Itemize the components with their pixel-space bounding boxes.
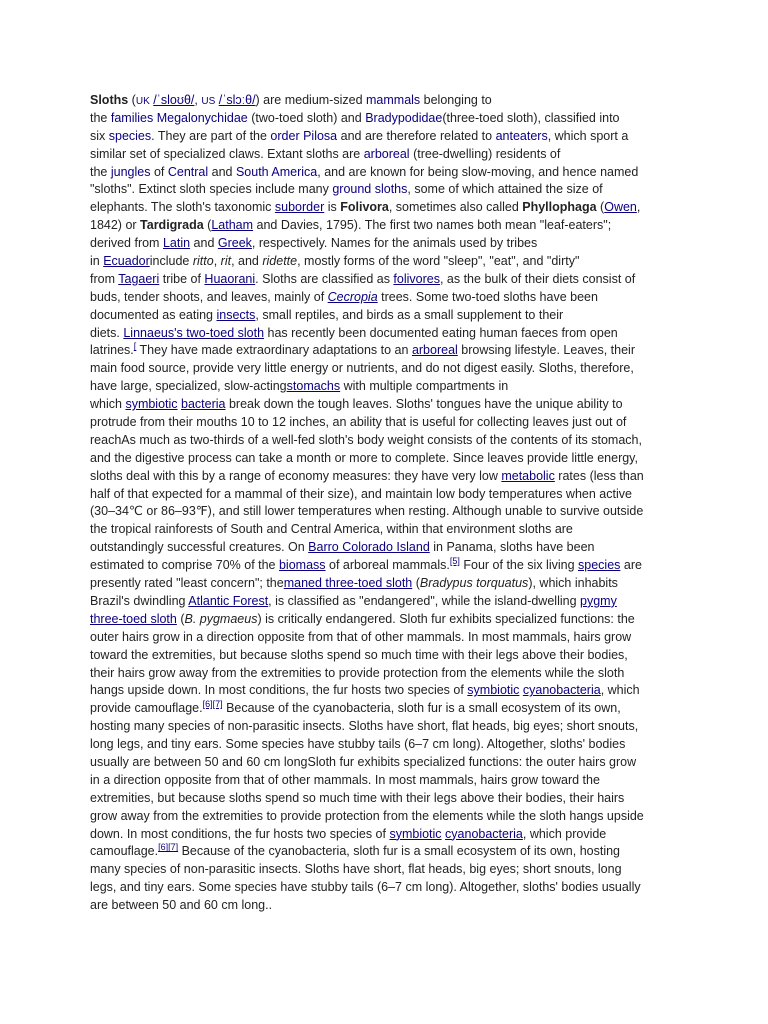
- pronunciation-label[interactable]: US: [201, 96, 216, 107]
- text-run: have large, specialized, slow-acting: [90, 379, 287, 394]
- text-run: long legs, and tiny ears. Some species have stubby tails (6–7 cm long). Altogether, sloths' bodies: [90, 737, 626, 752]
- text-line: [90, 468, 678, 486]
- text-run: in Panama, sloths have been: [429, 540, 595, 555]
- text-line: [90, 342, 678, 360]
- text-run: , and: [231, 254, 263, 269]
- link[interactable]: Owen: [604, 200, 637, 215]
- text-run: . Sloths are classified as: [255, 271, 394, 286]
- text-line: [90, 647, 678, 665]
- text-line: [90, 843, 678, 861]
- italic-term: ritto: [192, 254, 214, 269]
- link[interactable]: metabolic: [501, 468, 555, 483]
- text-run: extremities, but because sloths spend so much time with their legs above their bodies, their hairs: [90, 790, 625, 805]
- text-run: their hairs grow away from the extremities to provide protection from the elements while the sloth: [90, 665, 625, 680]
- text-run: ) is critically endangered. Sloth fur exhibits specialized functions: the: [257, 611, 635, 626]
- text-run: estimated to comprise 70% of the: [90, 558, 279, 573]
- text-run: trees. Some two-toed sloths have been: [377, 289, 598, 304]
- text-line: [90, 307, 678, 325]
- text-line: [90, 164, 678, 182]
- bold-term: Folivora: [340, 200, 389, 215]
- text-line: [90, 897, 678, 915]
- link[interactable]: Tagaeri: [118, 271, 160, 286]
- link[interactable]: Megalonychidae: [156, 110, 248, 125]
- text-line: [90, 521, 678, 539]
- text-run: , which provide: [522, 826, 607, 841]
- text-run: and: [208, 164, 236, 179]
- link[interactable]: folivores: [393, 271, 440, 286]
- text-run: latrines.: [90, 343, 134, 358]
- text-line: [90, 486, 678, 504]
- text-run: , which: [600, 683, 640, 698]
- link[interactable]: symbiotic: [125, 397, 178, 412]
- text-run: They have made extraordinary adaptations to an: [136, 343, 412, 358]
- text-run: browsing lifestyle. Leaves, their: [457, 343, 635, 358]
- text-run: six: [90, 128, 109, 143]
- text-run: (30–34℃ or 86–93℉), and still lower temperatures when resting. Although unable to survive outside: [90, 504, 644, 519]
- text-line: [90, 199, 678, 217]
- text-run: (: [412, 576, 420, 591]
- citation-ref[interactable]: [6][7]: [158, 843, 179, 853]
- link[interactable]: jungles: [110, 164, 151, 179]
- italic-term: rit: [220, 254, 232, 269]
- text-run: (: [176, 611, 185, 626]
- text-line: [90, 754, 678, 772]
- text-run: , small reptiles, and birds as a small supplement to their: [255, 307, 564, 322]
- text-line: [90, 503, 678, 521]
- text-run: , some of which attained the size of: [407, 182, 603, 197]
- text-run: usually are between 50 and 60 cm longSloth fur exhibits specialized functions: the outer hairs grow: [90, 754, 637, 769]
- text-run: buds, tender shoots, and leaves, mainly of: [90, 289, 328, 304]
- text-line: [90, 378, 678, 396]
- text-run: ), which inhabits: [528, 576, 618, 591]
- link[interactable]: species: [108, 128, 152, 143]
- link[interactable]: ground sloths: [332, 182, 408, 197]
- text-run: and are therefore related to: [337, 128, 496, 143]
- text-line: [90, 128, 678, 146]
- text-line: [90, 432, 678, 450]
- text-line: [90, 557, 678, 575]
- link[interactable]: Greek: [217, 236, 252, 251]
- citation-ref[interactable]: [6][7]: [202, 700, 223, 710]
- text-line: [90, 181, 678, 199]
- text-run: derived from: [90, 236, 163, 251]
- link[interactable]: suborder: [274, 200, 325, 215]
- pronunciation-label[interactable]: UK: [135, 96, 150, 107]
- text-run: hosting many species of non-parasitic insects. Sloths have short, flat heads, big eyes; short snouts,: [90, 719, 639, 734]
- text-run: (: [203, 218, 212, 233]
- text-line: [90, 360, 678, 378]
- link[interactable]: arboreal: [411, 343, 458, 358]
- link[interactable]: Latham: [211, 218, 254, 233]
- text-line: [90, 539, 678, 557]
- text-line: [90, 790, 678, 808]
- text-line: [90, 665, 678, 683]
- link[interactable]: /ˈsloʊθ/: [153, 93, 195, 107]
- text-run: the: [90, 164, 111, 179]
- text-run: down. In most conditions, the fur hosts two species of: [90, 826, 390, 841]
- text-line: [90, 808, 678, 826]
- link[interactable]: pygmy: [580, 593, 617, 608]
- text-line: [90, 861, 678, 879]
- text-run: hangs upside down. In most conditions, the fur hosts two species of: [90, 683, 468, 698]
- link[interactable]: stomachs: [286, 379, 341, 394]
- text-line: [90, 146, 678, 164]
- text-line: [90, 253, 678, 271]
- text-run: ,: [213, 254, 221, 269]
- link[interactable]: bacteria: [181, 397, 226, 412]
- text-run: grow away from the extremities to provide protection from the elements while the sloth hangs upside: [90, 808, 644, 823]
- text-line: [90, 593, 678, 611]
- text-run: the tropical rainforests of South and Central America, within that environment sloths are: [90, 522, 573, 537]
- link[interactable]: three-toed sloth: [90, 611, 177, 626]
- text-run: sloths deal with this by a range of economy measures: they have very low: [90, 468, 502, 483]
- text-run: provide camouflage.: [90, 701, 203, 716]
- text-line: [90, 414, 678, 432]
- text-run: (three-toed sloth), classified into: [442, 110, 620, 125]
- text-run: break down the tough leaves. Sloths' tongues have the unique ability to: [225, 397, 623, 412]
- link[interactable]: South America: [235, 164, 318, 179]
- text-run: has recently been documented eating human faeces from open: [264, 325, 618, 340]
- text-run: 1842) or: [90, 218, 141, 233]
- text-run: similar set of specialized claws. Extant sloths are: [90, 146, 364, 161]
- text-run: toward the extremities, but because sloths spend so much time with their legs above their bodies,: [90, 647, 628, 662]
- text-line: [90, 217, 678, 235]
- text-run: from: [90, 271, 119, 286]
- text-run: (: [128, 93, 136, 107]
- text-run: Brazil's dwindling: [90, 593, 189, 608]
- link[interactable]: Pilosa: [303, 128, 338, 143]
- text-line: [90, 271, 678, 289]
- text-line: [90, 718, 678, 736]
- text-run: ,: [194, 93, 202, 107]
- link[interactable]: mammals: [366, 93, 421, 107]
- text-run: camouflage.: [90, 844, 159, 859]
- bold-term: Phyllophaga: [522, 200, 597, 215]
- text-run: of: [150, 164, 168, 179]
- text-run: , as the bulk of their diets consist of: [439, 271, 636, 286]
- text-run: are: [620, 558, 642, 573]
- text-run: in: [90, 254, 104, 269]
- link[interactable]: Cecropia: [327, 289, 378, 304]
- link[interactable]: order: [270, 128, 300, 143]
- italic-term: B. pygmaeus: [184, 611, 258, 626]
- text-line: [90, 325, 678, 343]
- link[interactable]: families: [110, 110, 154, 125]
- text-run: tribe of: [159, 271, 205, 286]
- text-run: many species of non-parasitic insects. Sloths have short, flat heads, big eyes; short snouts, long: [90, 862, 622, 877]
- link[interactable]: biomass: [278, 558, 326, 573]
- text-line: [90, 450, 678, 468]
- text-run: outstandingly successful creatures. On: [90, 540, 309, 555]
- link[interactable]: Atlantic Forest: [188, 593, 269, 608]
- text-line: [90, 682, 678, 700]
- text-run: , is classified as "endangered", while the island-dwelling: [268, 593, 580, 608]
- text-line: [90, 110, 678, 128]
- link[interactable]: /ˈslɔːθ/: [218, 93, 256, 107]
- text-run: (: [596, 200, 605, 215]
- text-run: half of that expected for a mammal of their size), and maintain low body temperatures when active: [90, 486, 632, 501]
- text-line: [90, 92, 678, 110]
- text-run: with multiple compartments in: [340, 379, 509, 394]
- text-run: and Davies, 1795). The first two names both mean "leaf-eaters";: [253, 218, 612, 233]
- text-run: and the digestive process can take a month or more to complete. Since leaves provide little energy,: [90, 450, 638, 465]
- article-body: [90, 92, 678, 915]
- text-run: , and are known for being slow-moving, and hence named: [317, 164, 639, 179]
- text-run: presently rated "least concern"; the: [90, 576, 284, 591]
- bold-term: Tardigrada: [140, 218, 204, 233]
- text-run: belonging to: [420, 93, 492, 107]
- text-run: , sometimes also called: [388, 200, 523, 215]
- text-run: . They are part of the: [151, 128, 271, 143]
- text-run: Because of the cyanobacteria, sloth fur is a small ecosystem of its own, hosting: [178, 844, 621, 859]
- text-line: [90, 826, 678, 844]
- text-line: [90, 772, 678, 790]
- text-run: ) are medium-sized: [255, 93, 366, 107]
- text-run: ,: [636, 200, 641, 215]
- text-run: which: [90, 397, 126, 412]
- link[interactable]: Central: [167, 164, 209, 179]
- text-line: [90, 611, 678, 629]
- link[interactable]: symbiotic: [389, 826, 442, 841]
- link[interactable]: cyanobacteria: [522, 683, 601, 698]
- text-line: [90, 235, 678, 253]
- text-run: (two-toed sloth) and: [247, 110, 366, 125]
- text-line: [90, 700, 678, 718]
- link[interactable]: anteaters: [495, 128, 548, 143]
- text-run: are between 50 and 60 cm long..: [90, 898, 273, 913]
- link[interactable]: Bradypodidae: [365, 110, 443, 125]
- text-run: diets.: [90, 325, 124, 340]
- link[interactable]: symbiotic: [467, 683, 520, 698]
- text-run: reachAs much as two-thirds of a well-fed sloth's body weight consists of the contents of its stomach,: [90, 432, 642, 447]
- text-run: is: [324, 200, 341, 215]
- italic-term: Bradypus torquatus: [419, 576, 529, 591]
- link[interactable]: insects: [216, 307, 256, 322]
- text-run: Because of the cyanobacteria, sloth fur is a small ecosystem of its own,: [222, 701, 621, 716]
- link[interactable]: cyanobacteria: [445, 826, 523, 841]
- text-line: [90, 736, 678, 754]
- text-run: Four of the six living: [459, 558, 579, 573]
- text-run: main food source, provide very little energy or nutrients, and do not digest easily. Sloths, therefore,: [90, 361, 634, 376]
- text-run: protrude from their mouths 10 to 12 inches, an ability that is useful for collecting leaves just out of: [90, 415, 627, 430]
- text-line: [90, 629, 678, 647]
- text-line: [90, 289, 678, 307]
- link[interactable]: species: [578, 558, 621, 573]
- text-run: legs, and tiny ears. Some species have stubby tails (6–7 cm long). Altogether, sloths' bodies usually: [90, 880, 641, 895]
- text-run: , which sport a: [547, 128, 629, 143]
- link[interactable]: Ecuador: [103, 254, 150, 269]
- link[interactable]: Latin: [162, 236, 191, 251]
- text-run: and: [190, 236, 218, 251]
- link[interactable]: arboreal: [363, 146, 410, 161]
- link[interactable]: Huaorani: [204, 271, 256, 286]
- text-line: [90, 396, 678, 414]
- citation-ref[interactable]: [5]: [449, 557, 460, 567]
- link[interactable]: Barro Colorado Island: [308, 540, 430, 555]
- text-line: [90, 879, 678, 897]
- link[interactable]: maned three-toed sloth: [283, 576, 413, 591]
- text-run: , mostly forms of the word "sleep", "eat", and "dirty": [297, 254, 580, 269]
- citation-ref[interactable]: [: [133, 342, 137, 352]
- text-run: documented as eating: [90, 307, 217, 322]
- text-run: in a direction opposite from that of other mammals. In most mammals, hairs grow toward the: [90, 772, 600, 787]
- text-run: , respectively. Names for the animals used by tribes: [251, 236, 538, 251]
- text-run: (tree-dwelling) residents of: [409, 146, 561, 161]
- text-run: elephants. The sloth's taxonomic: [90, 200, 275, 215]
- text-run: "sloths". Extinct sloth species include many: [90, 182, 333, 197]
- text-run: of arboreal mammals.: [325, 558, 450, 573]
- italic-term: ridette: [262, 254, 298, 269]
- text-run: rates (less than: [554, 468, 644, 483]
- link[interactable]: Linnaeus's two-toed sloth: [123, 325, 265, 340]
- text-run: the: [90, 110, 111, 125]
- text-run: include: [149, 254, 193, 269]
- text-line: [90, 575, 678, 593]
- text-run: outer hairs grow in a direction opposite from that of other mammals. In most mammals, hairs grow: [90, 629, 632, 644]
- bold-term: Sloths: [90, 93, 129, 107]
